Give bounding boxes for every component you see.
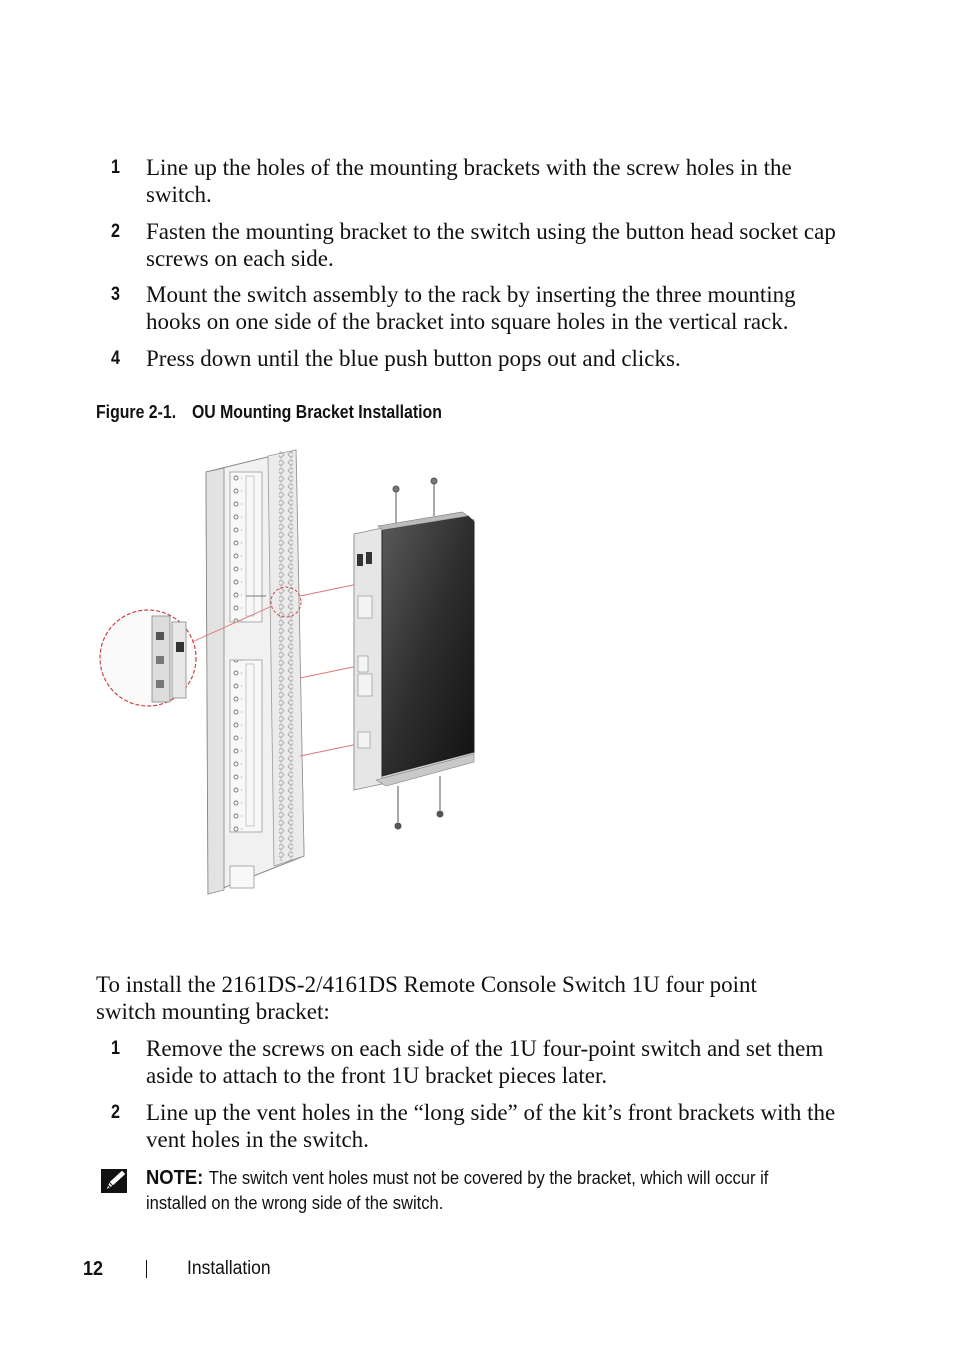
- note-text: [146, 1166, 781, 1216]
- step-number: 3: [111, 284, 120, 305]
- step-text: Press down until the blue push button pops out and clicks.: [146, 346, 681, 371]
- rack-rail: [206, 450, 304, 894]
- section-name: Installation: [187, 1258, 271, 1279]
- step-number: 1: [111, 1038, 120, 1059]
- switch-assembly: [354, 512, 474, 790]
- note-pencil-icon: [100, 1166, 130, 1196]
- step-text: Line up the vent holes in the “long side” of the kit’s front brackets with the vent holes in the switch.: [146, 1100, 836, 1152]
- figure-label: Figure 2-1.: [96, 402, 177, 422]
- figure-caption: [96, 401, 442, 423]
- step-text: Fasten the mounting bracket to the switch using the button head socket cap screws on each side.: [146, 219, 836, 271]
- page-footer: [0, 1256, 954, 1284]
- step-number: 4: [111, 348, 120, 369]
- note-body: The switch vent holes must not be covered by the bracket, which will occur if installed on the wrong side of the switch.: [146, 1168, 769, 1213]
- step-text: Mount the switch assembly to the rack by inserting the three mounting hooks on one side of the bracket into square holes in the vertical rack.: [146, 282, 796, 334]
- page-number: 12: [83, 1258, 104, 1280]
- figure-title: OU Mounting Bracket Installation: [191, 402, 442, 422]
- intro-paragraph: To install the 2161DS-2/4161DS Remote Console Switch 1U four point switch mounting bracket:: [96, 972, 757, 1024]
- step-number: 2: [111, 221, 120, 242]
- mounting-bracket-illustration: [96, 446, 516, 898]
- step-number: 1: [111, 157, 120, 178]
- note-label: NOTE:: [146, 1167, 204, 1189]
- step-text: Line up the holes of the mounting brackets with the screw holes in the switch.: [146, 155, 792, 207]
- step-number: 2: [111, 1102, 120, 1123]
- step-text: Remove the screws on each side of the 1U four-point switch and set them aside to attach to the front 1U bracket pieces later.: [146, 1036, 824, 1088]
- footer-separator: [146, 1260, 147, 1278]
